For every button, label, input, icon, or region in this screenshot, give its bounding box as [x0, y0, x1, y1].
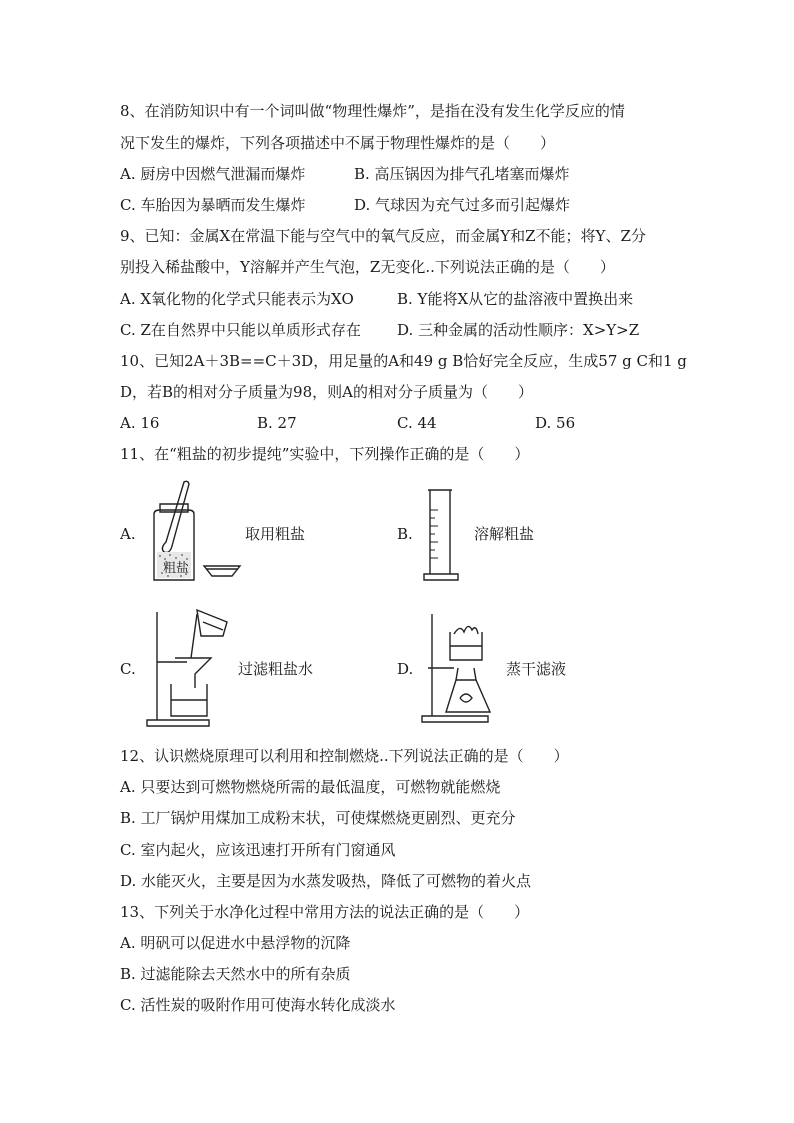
q11-option-a-letter: A. [120, 525, 136, 543]
q11-option-a-label: 取用粗盐 [245, 525, 306, 543]
q11-option-b-letter: B. [397, 525, 413, 543]
cylinder-walls [430, 490, 450, 574]
burner-neck [456, 668, 476, 680]
q10-option-b: B. 27 [257, 414, 297, 432]
jar-label: 粗盐 [163, 561, 190, 576]
q10-stem-line1: 10、已知2A＋3B==C＋3D，用足量的A和49 g B恰好完全反应，生成57 g C和1 g [120, 352, 687, 370]
spoon [162, 481, 189, 552]
q8-option-d: D. 气球因为充气过多而引起爆炸 [354, 196, 571, 214]
q12-option-d: D. 水能灭火，主要是因为水蒸发吸热，降低了可燃物的着火点 [120, 872, 532, 890]
q11-option-d-label: 蒸干滤液 [506, 660, 567, 678]
cylinder-scale [430, 510, 438, 558]
q13-option-a: A. 明矾可以促进水中悬浮物的沉降 [120, 934, 351, 952]
q11-evaporation-illustration [420, 612, 504, 724]
pouring-beaker [197, 610, 227, 636]
q13-option-b: B. 过滤能除去天然水中的所有杂质 [120, 965, 351, 983]
q13-stem: 13、下列关于水净化过程中常用方法的说法正确的是（ ） [120, 903, 530, 921]
q12-option-b: B. 工厂锅炉用煤加工成粉末状，可使煤燃烧更剧烈、更充分 [120, 809, 516, 827]
q12-option-c: C. 室内起火，应该迅速打开所有门窗通风 [120, 841, 396, 859]
cylinder-base [424, 574, 458, 580]
q8-option-b: B. 高压锅因为排气孔堵塞而爆炸 [354, 165, 570, 183]
q8-option-a: A. 厨房中因燃气泄漏而爆炸 [120, 165, 306, 183]
stand-base [147, 720, 209, 726]
q9-stem-line2: 别投入稀盐酸中，Y溶解并产生气泡，Z无变化..下列说法正确的是（ ） [120, 258, 615, 276]
q11-option-d-letter: D. [397, 660, 414, 678]
q9-option-b: B. Y能将X从它的盐溶液中置换出来 [397, 290, 634, 308]
q12-option-a: A. 只要达到可燃物燃烧所需的最低温度，可燃物就能燃烧 [120, 778, 501, 796]
q10-stem-line2: D，若B的相对分子质量为98，则A的相对分子质量为（ ） [120, 383, 533, 401]
q11-option-b-label: 溶解粗盐 [474, 525, 535, 543]
q11-option-c-letter: C. [120, 660, 136, 678]
q11-cylinder-illustration [422, 488, 462, 582]
q10-option-a: A. 16 [120, 414, 160, 432]
stand-base [422, 716, 488, 722]
q8-stem-line2: 况下发生的爆炸，下列各项描述中不属于物理性爆炸的是（ ） [120, 134, 556, 152]
q11-stem: 11、在“粗盐的初步提纯”实验中，下列操作正确的是（ ） [120, 445, 530, 463]
q9-option-c: C. Z在自然界中只能以单质形式存在 [120, 321, 361, 339]
q10-option-c: C. 44 [397, 414, 437, 432]
q10-option-d: D. 56 [535, 414, 576, 432]
q9-stem-line1: 9、已知：金属X在常温下能与空气中的氧气反应，而金属Y和Z不能；将Y、Z分 [120, 227, 646, 245]
q13-option-c: C. 活性炭的吸附作用可使海水转化成淡水 [120, 996, 396, 1014]
alcohol-lamp [446, 680, 490, 712]
lamp-liquid [460, 694, 472, 702]
q8-stem-line1: 8、在消防知识中有一个词叫做“物理性爆炸”，是指在没有发生化学反应的情 [120, 102, 625, 120]
q12-stem: 12、认识燃烧原理可以利用和控制燃烧..下列说法正确的是（ ） [120, 747, 569, 765]
q9-option-a: A. X氧化物的化学式只能表示为XO [120, 290, 354, 308]
q11-option-c-label: 过滤粗盐水 [238, 660, 314, 678]
q8-option-c: C. 车胎因为暴晒而发生爆炸 [120, 196, 306, 214]
q11-filtration-illustration [145, 608, 240, 728]
q9-option-d: D. 三种金属的活动性顺序：X>Y>Z [397, 321, 640, 339]
evaporating-dish [204, 566, 240, 576]
pour-liquid-line [203, 622, 223, 630]
bubbles [454, 626, 478, 634]
q11-jar-illustration [148, 480, 248, 585]
glass-rod [191, 614, 197, 658]
